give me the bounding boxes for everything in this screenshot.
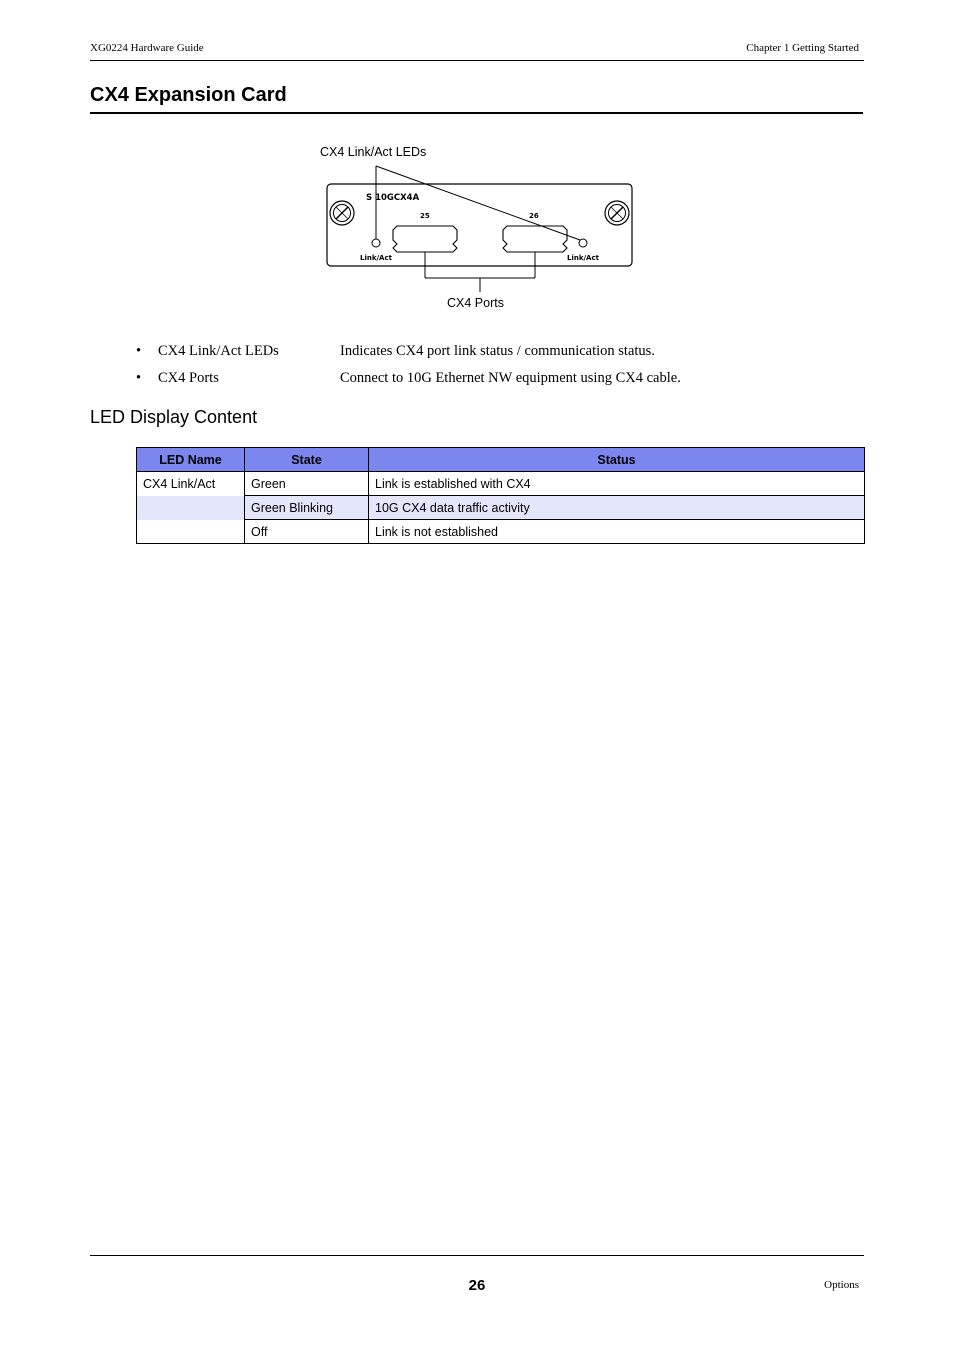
footer-divider xyxy=(90,1255,864,1256)
port-26-number: 26 xyxy=(529,212,539,220)
list-item xyxy=(136,370,856,397)
list-item-description: Indicates CX4 port link status / communication status. xyxy=(340,343,655,359)
table-header-row xyxy=(137,448,865,472)
port-25-number: 25 xyxy=(420,212,430,220)
cx4-card-drawing xyxy=(300,140,660,320)
bullet-dot: • xyxy=(136,343,142,359)
page-header xyxy=(90,42,864,61)
section-title: CX4 Expansion Card xyxy=(90,84,863,114)
cell-state: Off xyxy=(245,520,369,544)
cell-state: Green xyxy=(245,472,369,496)
cell-led-name-empty xyxy=(137,496,245,520)
list-item-term: CX4 Ports xyxy=(158,370,219,386)
cell-status: Link is established with CX4 xyxy=(369,472,865,496)
list-item-description: Connect to 10G Ethernet NW equipment using CX4 cable. xyxy=(340,370,681,386)
header-status: Status xyxy=(369,448,865,472)
subsection-title: LED Display Content xyxy=(90,407,258,427)
header-chapter: Chapter 1 Getting Started xyxy=(746,42,859,54)
cell-led-name: CX4 Link/Act xyxy=(137,472,245,496)
table-row xyxy=(137,520,865,544)
card-model-text: S 10GCX4A xyxy=(366,193,420,203)
ports-callout-label: CX4 Ports xyxy=(447,296,504,310)
list-item xyxy=(136,343,856,370)
port-25-shape xyxy=(393,226,457,252)
header-doc-title: XG0224 Hardware Guide xyxy=(90,42,204,54)
cx4-card-figure xyxy=(300,140,660,320)
cell-status: 10G CX4 data traffic activity xyxy=(369,496,865,520)
cell-status: Link is not established xyxy=(369,520,865,544)
led-left-icon xyxy=(372,239,380,247)
port-26-shape xyxy=(503,226,567,252)
table-row xyxy=(137,472,865,496)
header-state: State xyxy=(245,448,369,472)
component-list xyxy=(136,343,856,397)
list-item-term: CX4 Link/Act LEDs xyxy=(158,343,279,359)
bullet-dot: • xyxy=(136,370,142,386)
leds-callout-label: CX4 Link/Act LEDs xyxy=(320,145,427,159)
header-led-name: LED Name xyxy=(137,448,245,472)
page-number: 26 xyxy=(468,1277,486,1294)
cell-state: Green Blinking xyxy=(245,496,369,520)
led-right-label: Link/Act xyxy=(567,254,599,262)
led-display-table xyxy=(136,447,865,544)
table-row xyxy=(137,496,865,520)
cell-led-name-empty xyxy=(137,520,245,544)
led-right-icon xyxy=(579,239,587,247)
led-left-label: Link/Act xyxy=(360,254,392,262)
left-screw-icon xyxy=(330,201,354,225)
footer-section-name: Options xyxy=(824,1279,859,1291)
right-screw-icon xyxy=(605,201,629,225)
